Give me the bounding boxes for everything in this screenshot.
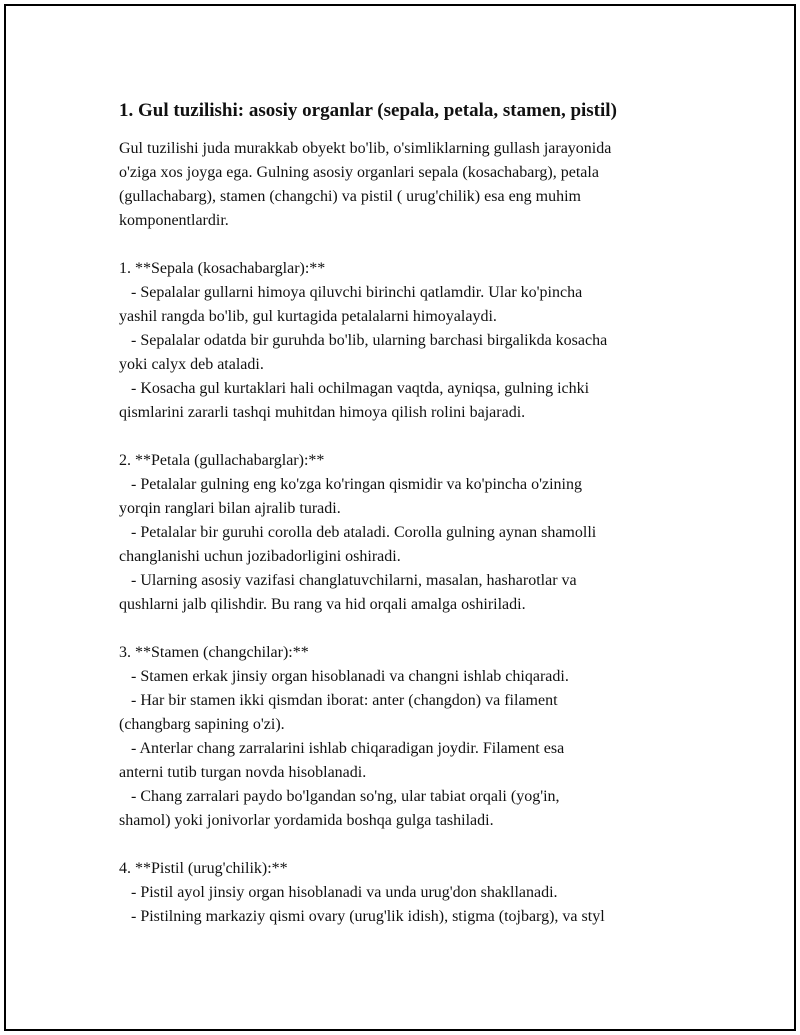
intro-line: Gul tuzilishi juda murakkab obyekt bo'lib, o'simliklarning gullash jarayonida (119, 140, 612, 157)
section-heading: 1. **Sepala (kosachabarglar):** (119, 260, 326, 277)
intro-line: (gullachabarg), stamen (changchi) va pistil ( urug'chilik) esa eng muhim (119, 188, 581, 205)
section-line: qismlarini zararli tashqi muhitdan himoya qilish rolini bajaradi. (119, 404, 526, 421)
section-line: - Har bir stamen ikki qismdan iborat: anter (changdon) va filament (119, 692, 558, 709)
section-line: - Pistilning markaziy qismi ovary (urug'lik idish), stigma (tojbarg), va styl (119, 908, 605, 925)
section-line: shamol) yoki jonivorlar yordamida boshqa gulga tashiladi. (119, 812, 494, 829)
section-line: - Anterlar chang zarralarini ishlab chiqaradigan joydir. Filament esa (119, 740, 565, 757)
section-line: - Petalalar bir guruhi corolla deb ataladi. Corolla gulning aynan shamolli (119, 524, 597, 541)
document-body (119, 98, 699, 929)
intro-line: komponentlardir. (119, 212, 229, 229)
section-line: yoki calyx deb ataladi. (119, 356, 264, 373)
section-line: - Pistil ayol jinsiy organ hisoblanadi va unda urug'don shakllanadi. (119, 884, 558, 901)
section-line: - Stamen erkak jinsiy organ hisoblanadi va changni ishlab chiqaradi. (119, 668, 569, 685)
section-line: - Chang zarralari paydo bo'lgandan so'ng, ular tabiat orqali (yog'in, (119, 788, 560, 805)
section-line: - Petalalar gulning eng ko'zga ko'ringan qismidir va ko'pincha o'zining (119, 476, 582, 493)
document-title: 1. Gul tuzilishi: asosiy organlar (sepala, petala, stamen, pistil) (119, 100, 617, 121)
section-stamen (119, 641, 699, 833)
section-heading: 2. **Petala (gullachabarglar):** (119, 452, 325, 469)
section-line: - Kosacha gul kurtaklari hali ochilmagan vaqtda, ayniqsa, gulning ichki (119, 380, 590, 397)
section-line: - Sepalalar odatda bir guruhda bo'lib, ularning barchasi birgalikda kosacha (119, 332, 608, 349)
intro-line: o'ziga xos joyga ega. Gulning asosiy organlari sepala (kosachabarg), petala (119, 164, 599, 181)
section-line: changlanishi uchun jozibadorligini oshiradi. (119, 548, 401, 565)
section-petala (119, 449, 699, 617)
section-line: yashil rangda bo'lib, gul kurtagida petalalarni himoyalaydi. (119, 308, 497, 325)
section-line: yorqin ranglari bilan ajralib turadi. (119, 500, 341, 517)
section-pistil (119, 857, 699, 929)
page-frame (4, 4, 796, 1031)
section-line: qushlarni jalb qilishdir. Bu rang va hid orqali amalga oshiriladi. (119, 596, 526, 613)
section-line: (changbarg sapining o'zi). (119, 716, 285, 733)
section-line: - Sepalalar gullarni himoya qiluvchi birinchi qatlamdir. Ular ko'pincha (119, 284, 583, 301)
intro-paragraph (119, 137, 699, 233)
section-heading: 4. **Pistil (urug'chilik):** (119, 860, 288, 877)
section-sepala (119, 257, 699, 425)
section-line: - Ularning asosiy vazifasi changlatuvchilarni, masalan, hasharotlar va (119, 572, 577, 589)
section-line: anterni tutib turgan novda hisoblanadi. (119, 764, 367, 781)
section-heading: 3. **Stamen (changchilar):** (119, 644, 309, 661)
